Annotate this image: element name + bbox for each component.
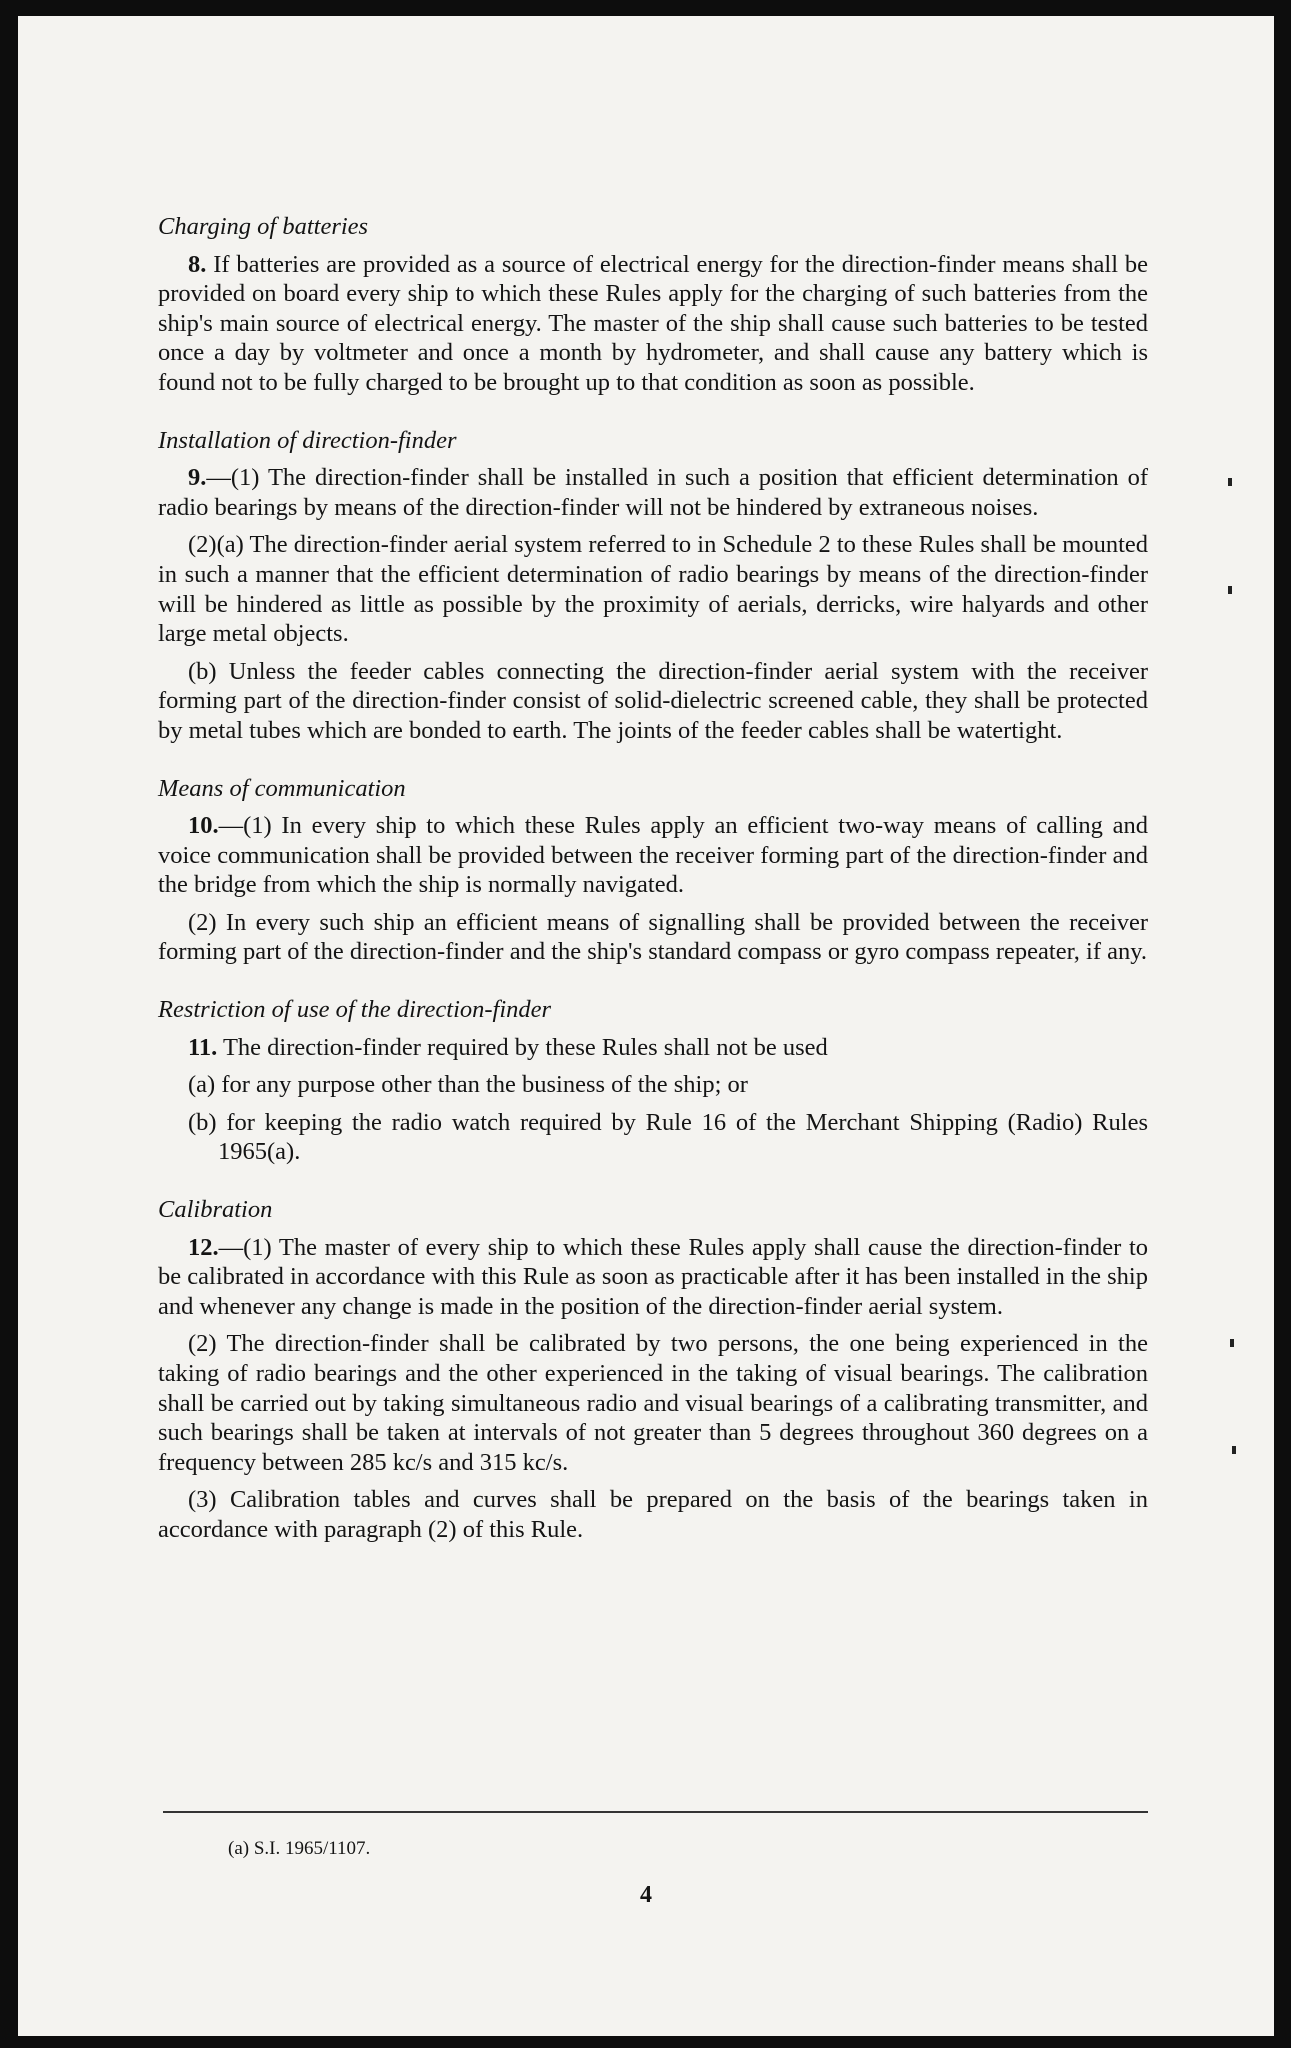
scan-speck	[1232, 1446, 1236, 1454]
paragraph: (2) In every such ship an efficient means of signalling shall be provided between the receiver forming part of the direction-finder and the ship's standard compass or gyro compass repeater, if any.	[158, 908, 1148, 966]
paragraph: (2) The direction-finder shall be calibrated by two persons, the one being experienced in the taking of radio bearings and the other experienced in the taking of visual bearings. The calibration shall be carried out by taking simultaneous radio and visual bearings of a calibrating transmitter, and such bearings shall be taken at intervals of not greater than 5 degrees throughout 360 degrees on a frequency between 285 kc/s and 315 kc/s.	[158, 1330, 1148, 1476]
rule-number: 11.	[188, 1033, 218, 1061]
paragraph	[158, 250, 1148, 398]
section-heading: Means of communication	[158, 774, 406, 802]
rule-number: 10.	[188, 812, 219, 840]
footnote: (a) S.I. 1965/1107.	[228, 1838, 371, 1859]
document-page	[18, 16, 1274, 2036]
rule-number: 12.	[188, 1233, 219, 1261]
page-body	[158, 212, 1148, 1553]
scan-speck	[1228, 586, 1232, 594]
footnote-divider	[163, 1811, 1148, 1813]
paragraph-text: The direction-finder required by these Rules shall not be used	[217, 1033, 828, 1061]
rule-number: 9.	[188, 464, 207, 492]
page-number: 4	[640, 1882, 652, 1908]
paragraph: (3) Calibration tables and curves shall be prepared on the basis of the bearings taken in accordance with paragraph (2) of this Rule.	[158, 1486, 1148, 1543]
rule-number: 8.	[188, 250, 207, 278]
section-heading: Charging of batteries	[158, 213, 369, 240]
paragraph	[158, 1233, 1148, 1322]
list-item: (a) for any purpose other than the business of the ship; or	[188, 1071, 748, 1099]
list-item: (b) for keeping the radio watch required by Rule 16 of the Merchant Shipping (Radio) Rules 1965(a).	[188, 1108, 1148, 1166]
paragraph: (b) Unless the feeder cables connecting the direction-finder aerial system with the receiver forming part of the direction-finder consist of solid-dielectric screened cable, they shall be protected by metal tubes which are bonded to earth. The joints of the feeder cables shall be watertight.	[158, 657, 1148, 744]
paragraph	[158, 811, 1148, 900]
scan-speck	[1228, 478, 1232, 486]
paragraph: (2)(a) The direction-finder aerial system referred to in Schedule 2 to these Rules shall be mounted in such a manner that the efficient determination of radio bearings by means of the direction-finder will be hindered as little as possible by the proximity of aerials, derricks, wire halyards and other large metal objects.	[158, 531, 1148, 648]
paragraph-text: —(1) The direction-finder shall be installed in such a position that efficient determination of radio bearings by means of the direction-finder will not be hindered by extraneous noises.	[158, 464, 1148, 521]
paragraph-text: —(1) In every ship to which these Rules apply an efficient two-way means of calling and voice communication shall be provided between the receiver forming part of the direction-finder and the bridge from which the ship is normally navigated.	[158, 812, 1148, 899]
paragraph	[158, 463, 1148, 522]
paragraph-text: If batteries are provided as a source of electrical energy for the direction-finder means shall be provided on board every ship to which these Rules apply for the charging of such batteries from the ship's main source of electrical energy. The master of the ship shall cause such batteries to be tested once a day by voltmeter and once a month by hydrometer, and shall cause any battery which is found not to be fully charged to be brought up to that condition as soon as possible.	[158, 250, 1148, 396]
scan-speck	[1230, 1339, 1234, 1347]
paragraph-text: —(1) The master of every ship to which these Rules apply shall cause the direction-finder to be calibrated in accordance with this Rule as soon as practicable after it has been installed in the ship and whenever any change is made in the position of the direction-finder aerial system.	[158, 1233, 1148, 1320]
section-heading: Restriction of use of the direction-finder	[158, 996, 552, 1024]
section-heading: Calibration	[158, 1196, 273, 1224]
paragraph	[158, 1033, 1148, 1063]
section-heading: Installation of direction-finder	[158, 426, 457, 454]
